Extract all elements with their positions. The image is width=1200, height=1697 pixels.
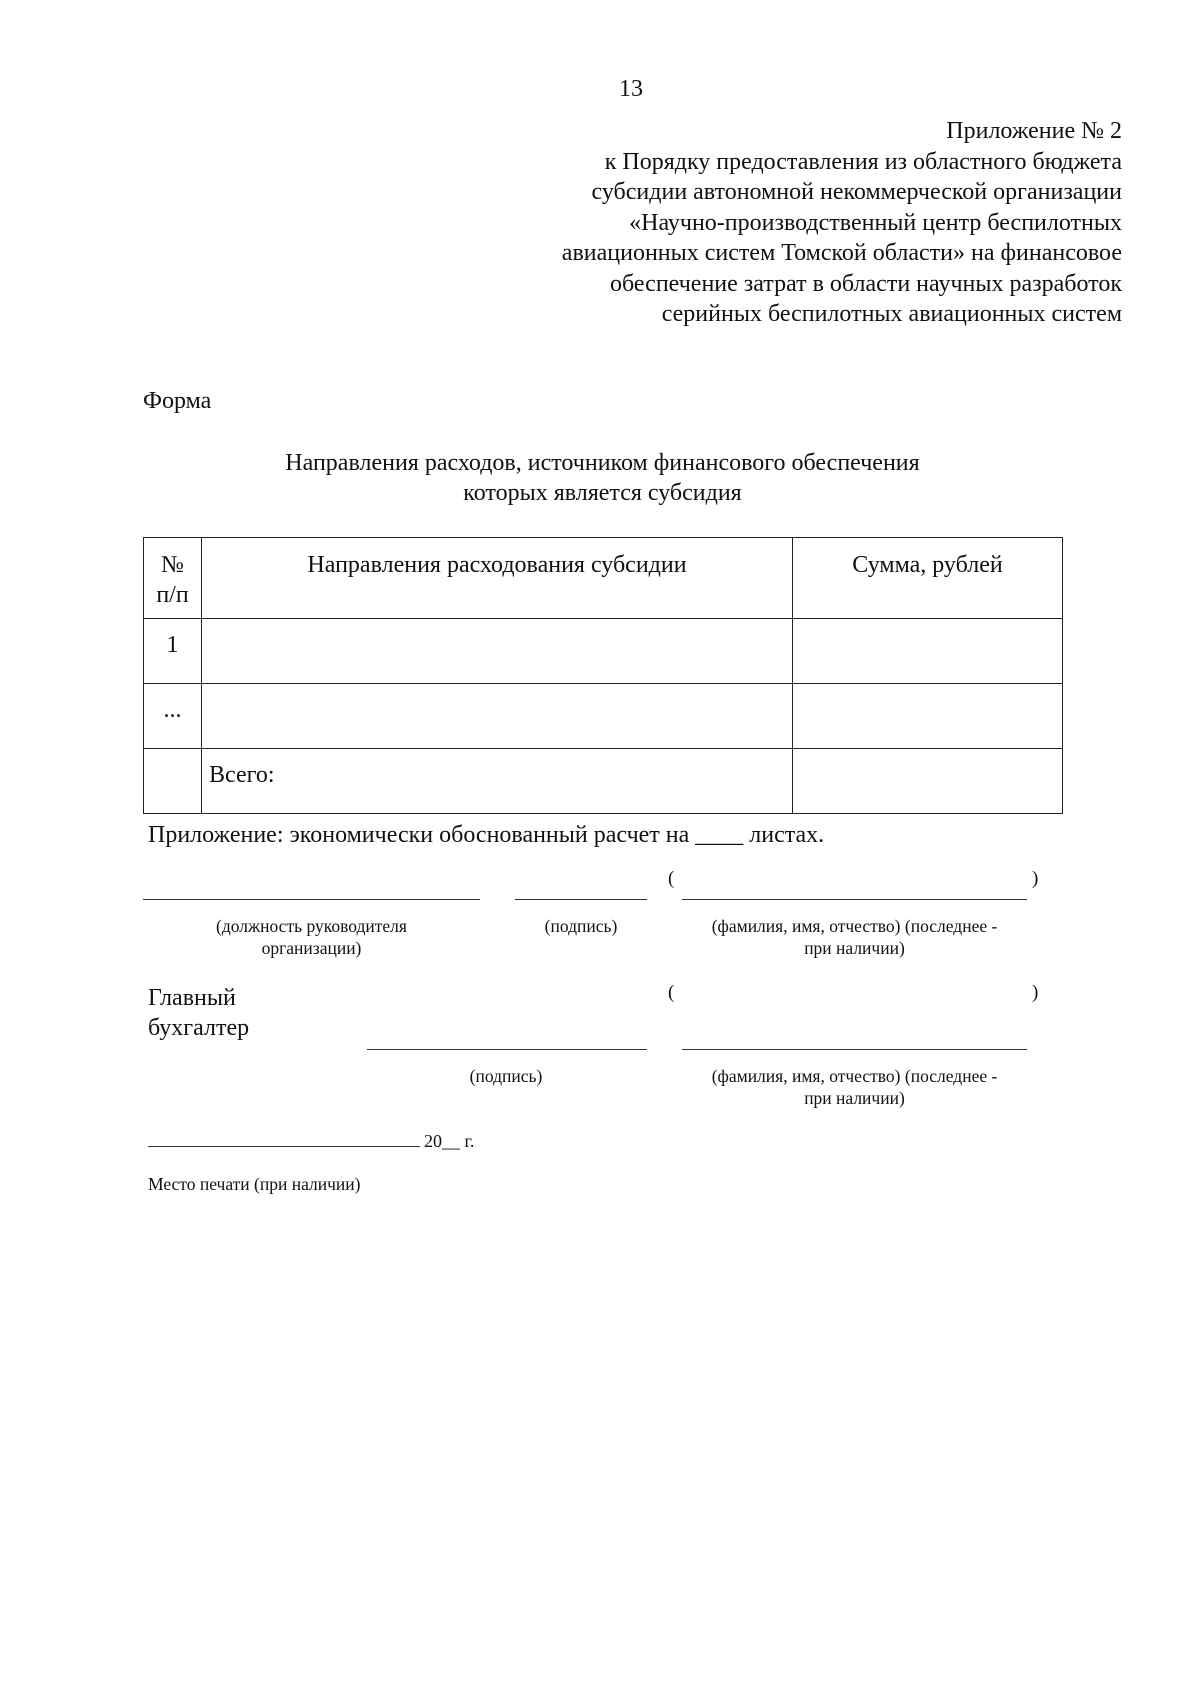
table-header-row xyxy=(144,538,1063,619)
accountant-name-signature-line[interactable] xyxy=(682,1049,1027,1050)
appendix-header-line: субсидии автономной некоммерческой организации xyxy=(591,179,1122,205)
date-blank-field[interactable] xyxy=(148,1146,420,1147)
head-name-open-paren: ( xyxy=(668,868,675,889)
chief-accountant-label-line: Главный xyxy=(148,985,236,1011)
name-caption-line: (фамилия, имя, отчество) (последнее - xyxy=(711,1066,998,1086)
document-title-line: Направления расходов, источником финансового обеспечения xyxy=(285,450,920,476)
name-caption-line: при наличии) xyxy=(804,938,905,958)
sum-cell[interactable] xyxy=(793,684,1063,749)
head-name-signature-line[interactable] xyxy=(682,899,1027,900)
table-row xyxy=(144,684,1063,749)
position-caption-line: организации) xyxy=(261,938,362,958)
appendix-header-line: авиационных систем Томской области» на финансовое xyxy=(561,240,1122,266)
appendix-header-line: Приложение № 2 xyxy=(946,118,1122,144)
accountant-signature-caption: (подпись) xyxy=(469,1066,543,1086)
position-caption-line: (должность руководителя xyxy=(216,916,407,936)
row-number-cell: 1 xyxy=(144,619,202,684)
head-signature-caption: (подпись) xyxy=(544,916,618,936)
name-caption-line: при наличии) xyxy=(804,1088,905,1108)
column-header-number xyxy=(144,538,202,619)
date-line xyxy=(148,1131,474,1152)
attachment-note: Приложение: экономически обоснованный расчет на ____ листах. xyxy=(148,822,825,848)
row-number-cell xyxy=(144,749,202,814)
appendix-header-line: «Научно-производственный центр беспилотных xyxy=(629,209,1122,236)
date-year-suffix: 20__ г. xyxy=(424,1131,475,1151)
position-caption xyxy=(143,915,480,959)
column-header-number-symbol: № xyxy=(161,552,184,578)
accountant-name-caption xyxy=(672,1065,1037,1109)
head-name-caption xyxy=(672,915,1037,959)
accountant-name-open-paren: ( xyxy=(668,982,675,1003)
accountant-name-close-paren: ) xyxy=(1032,982,1039,1003)
total-sum-cell[interactable] xyxy=(793,749,1063,814)
chief-accountant-label-line: бухгалтер xyxy=(148,1015,250,1041)
appendix-header-line: к Порядку предоставления из областного бюджета xyxy=(604,148,1122,175)
form-label: Форма xyxy=(143,388,212,414)
name-caption-line: (фамилия, имя, отчество) (последнее - xyxy=(711,916,998,936)
accountant-signature-line[interactable] xyxy=(367,1049,647,1050)
column-header-number-abbr: п/п xyxy=(156,582,189,608)
head-signature-line[interactable] xyxy=(515,899,647,900)
document-title-line: которых является субсидия xyxy=(463,480,742,506)
appendix-header xyxy=(422,116,1122,330)
appendix-header-line: серийных беспилотных авиационных систем xyxy=(661,301,1122,327)
page-number: 13 xyxy=(619,76,643,102)
row-number-cell: ... xyxy=(144,684,202,749)
head-name-close-paren: ) xyxy=(1032,868,1039,889)
total-label-cell: Всего: xyxy=(202,749,793,814)
column-header-direction: Направления расходования субсидии xyxy=(202,538,793,619)
column-header-sum: Сумма, рублей xyxy=(793,538,1063,619)
sum-cell[interactable] xyxy=(793,619,1063,684)
direction-cell[interactable] xyxy=(202,619,793,684)
direction-cell[interactable] xyxy=(202,684,793,749)
stamp-note: Место печати (при наличии) xyxy=(148,1174,361,1194)
chief-accountant-label xyxy=(148,983,249,1043)
position-signature-line[interactable] xyxy=(143,899,480,900)
table-total-row xyxy=(144,749,1063,814)
expense-table xyxy=(143,537,1063,814)
appendix-header-line: обеспечение затрат в области научных разработок xyxy=(610,270,1122,297)
document-title xyxy=(143,448,1062,508)
table-row xyxy=(144,619,1063,684)
